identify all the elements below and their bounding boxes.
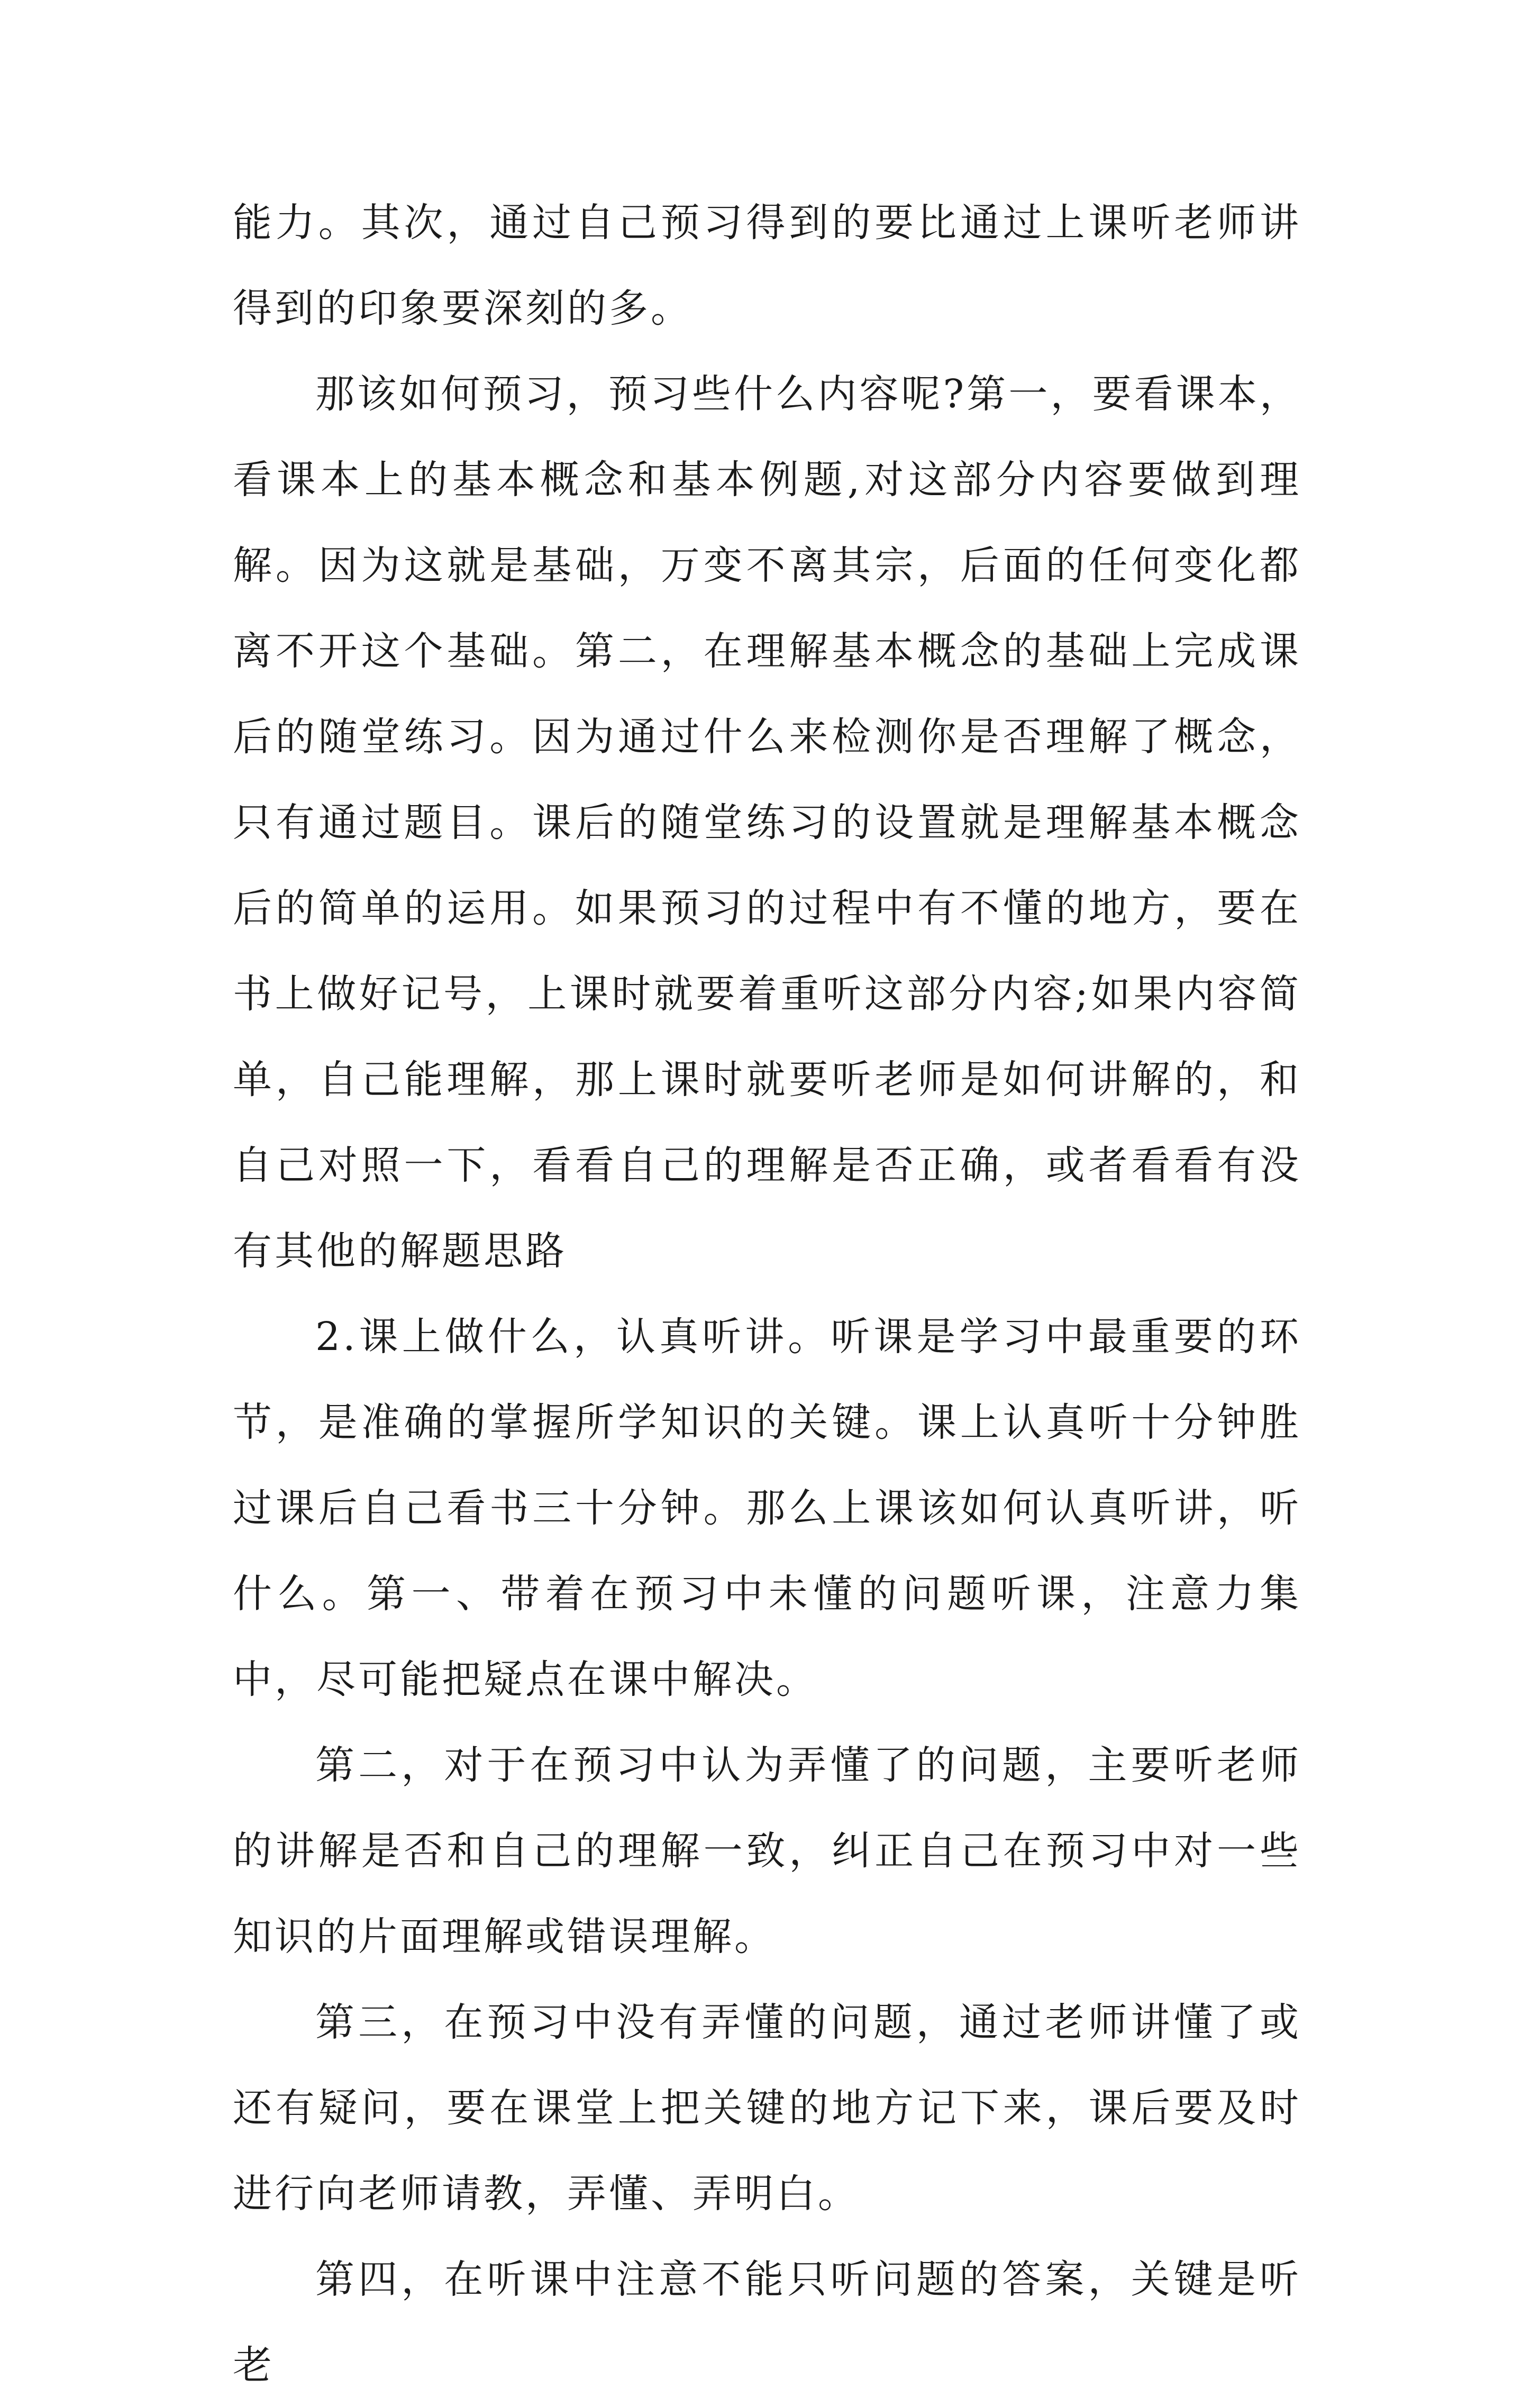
paragraph-5: 第三，在预习中没有弄懂的问题，通过老师讲懂了或还有疑问，要在课堂上把关键的地方记下来，课后要及时进行向老师请教，弄懂、弄明白。 xyxy=(233,2000,1301,2217)
paragraph-6: 第四，在听课中注意不能只听问题的答案，关键是听老 xyxy=(233,2257,1301,2388)
document-body xyxy=(233,180,1301,2408)
paragraph-1: 能力。其次，通过自己预习得到的要比通过上课听老师讲得到的印象要深刻的多。 xyxy=(233,200,1301,331)
paragraph-3: 2.课上做什么，认真听讲。听课是学习中最重要的环节，是准确的掌握所学知识的关键。课上认真听十分钟胜过课后自己看书三十分钟。那么上课该如何认真听讲，听什么。第一、带着在预习中未懂的问题听课，注意力集中，尽可能把疑点在课中解决。 xyxy=(233,1314,1301,1702)
paragraph-2: 那该如何预习，预习些什么内容呢?第一，要看课本，看课本上的基本概念和基本例题,对这部分内容要做到理解。因为这就是基础，万变不离其宗，后面的任何变化都离不开这个基础。第二，在理解基本概念的基础上完成课后的随堂练习。因为通过什么来检测你是否理解了概念，只有通过题目。课后的随堂练习的设置就是理解基本概念后的简单的运用。如果预习的过程中有不懂的地方，要在书上做好记号，上课时就要着重听这部分内容;如果内容简单，自己能理解，那上课时就要听老师是如何讲解的，和自己对照一下，看看自己的理解是否正确，或者看看有没有其他的解题思路 xyxy=(233,371,1301,1274)
paragraph-4: 第二，对于在预习中认为弄懂了的问题，主要听老师的讲解是否和自己的理解一致，纠正自己在预习中对一些知识的片面理解或错误理解。 xyxy=(233,1743,1301,1959)
